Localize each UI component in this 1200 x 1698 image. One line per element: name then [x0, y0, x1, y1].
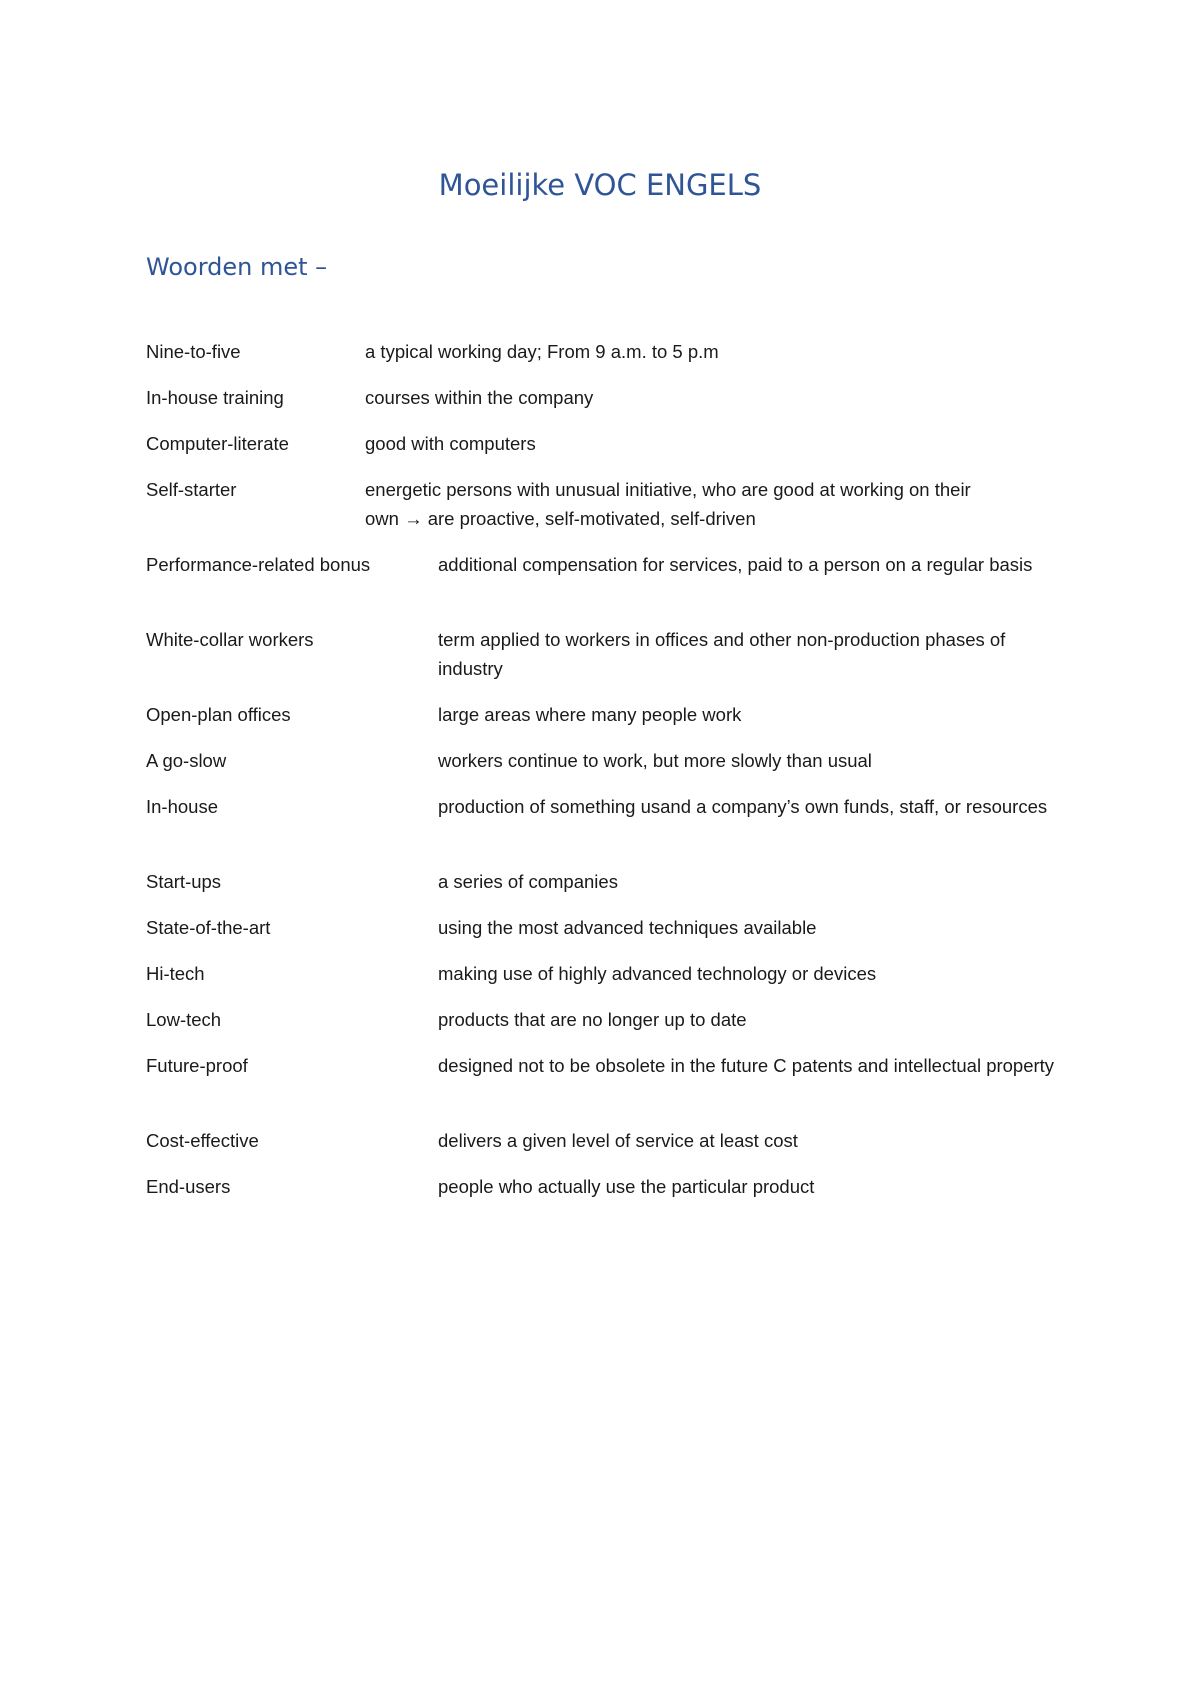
- definition-line: [365, 504, 1065, 533]
- entry-term: Computer-literate: [146, 433, 289, 454]
- entry-definition: production of something usand a company’s own funds, staff, or resources: [438, 796, 1048, 817]
- entry-definition: delivers a given level of service at least cost: [438, 1130, 798, 1151]
- entry-term: Low-tech: [146, 1009, 222, 1030]
- entry-term: Start-ups: [146, 871, 222, 892]
- entry-term: Nine-to-five: [146, 341, 241, 362]
- entry-term: White-collar workers: [146, 629, 314, 650]
- entry-definition: large areas where many people work: [438, 704, 742, 725]
- section-heading: Woorden met –: [146, 253, 328, 281]
- entry-definition: a series of companies: [438, 871, 618, 892]
- definition-line: energetic persons with unusual initiative, who are good at working on their: [365, 479, 971, 500]
- entry-definition: workers continue to work, but more slowly than usual: [438, 750, 872, 771]
- entry-definition: making use of highly advanced technology or devices: [438, 963, 877, 984]
- entry-term: In-house training: [146, 387, 284, 408]
- entry-definition: good with computers: [365, 433, 536, 454]
- entry-term: Cost-effective: [146, 1130, 259, 1151]
- entry-definition: [365, 475, 1065, 533]
- entry-term: Performance-related bonus: [146, 554, 371, 575]
- entry-term: Open-plan offices: [146, 704, 291, 725]
- entry-definition: courses within the company: [365, 387, 594, 408]
- entry-definition: products that are no longer up to date: [438, 1009, 747, 1030]
- entry-term: In-house: [146, 796, 218, 817]
- entry-definition: people who actually use the particular product: [438, 1176, 815, 1197]
- entry-term: End-users: [146, 1176, 231, 1197]
- entry-definition: term applied to workers in offices and other non-production phases of industry: [438, 629, 1006, 679]
- entry-definition: a typical working day; From 9 a.m. to 5 p.m: [365, 341, 719, 362]
- entry-term: A go-slow: [146, 750, 227, 771]
- entry-definition: additional compensation for services, paid to a person on a regular basis: [438, 554, 1033, 575]
- definition-text: own: [365, 508, 399, 529]
- entry-term: Hi-tech: [146, 963, 205, 984]
- entry-definition: using the most advanced techniques available: [438, 917, 817, 938]
- entry-term: Future-proof: [146, 1055, 248, 1076]
- entry-term: Self-starter: [146, 479, 237, 500]
- entry-definition: designed not to be obsolete in the future C patents and intellectual property: [438, 1055, 1055, 1076]
- definition-text: are proactive, self-motivated, self-driven: [427, 508, 756, 529]
- document-title: Moeilijke VOC ENGELS: [438, 168, 762, 202]
- entry-term: State-of-the-art: [146, 917, 271, 938]
- arrow-right-icon: →: [404, 508, 423, 529]
